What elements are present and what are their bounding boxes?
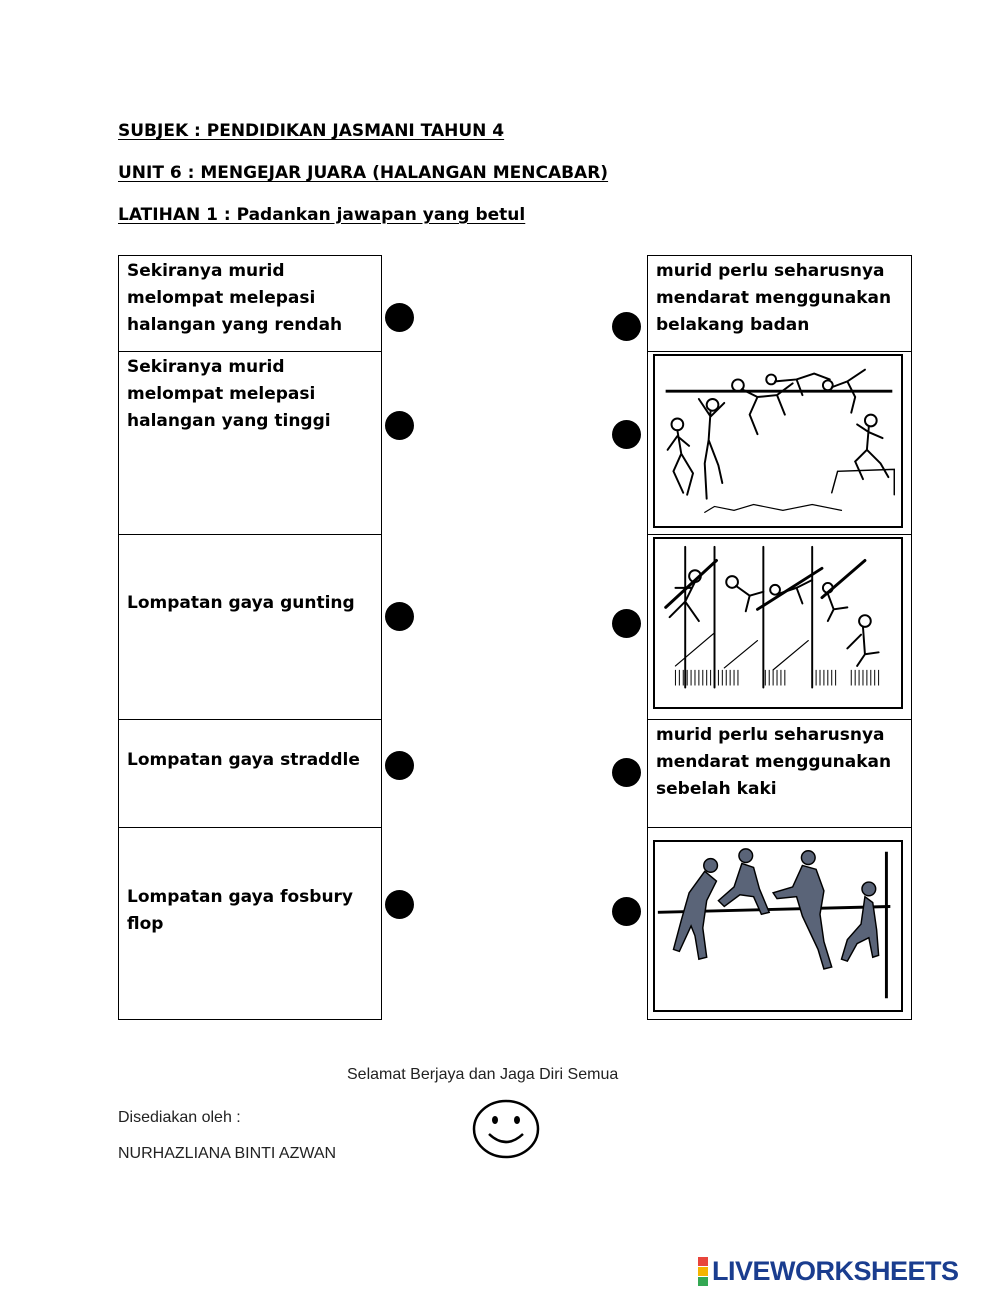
author-name: NURHAZLIANA BINTI AZWAN (118, 1145, 337, 1162)
right-match-dot-4[interactable] (612, 758, 641, 787)
prepared-by-label: Disediakan oleh : (118, 1109, 241, 1126)
left-item-4-text: Lompatan gaya straddle (127, 750, 360, 770)
logo-blocks-icon (698, 1257, 708, 1286)
straddle-jump-sequence-illustration (653, 537, 903, 709)
left-item-5 (118, 827, 382, 1020)
left-match-dot-1[interactable] (385, 303, 414, 332)
fosbury-illustration-svg (655, 356, 901, 526)
closing-message: Selamat Berjaya dan Jaga Diri Semua (347, 1066, 619, 1083)
right-item-4-text: murid perlu seharusnya mendarat menggunakan sebelah kaki (656, 725, 892, 799)
left-item-4 (118, 719, 382, 828)
left-item-1 (118, 255, 382, 352)
left-item-2-text: Sekiranya murid melompat melepasi halangan yang tinggi (127, 357, 331, 431)
left-match-dot-4[interactable] (385, 751, 414, 780)
scissors-illustration-svg (655, 842, 901, 1010)
left-match-dot-5[interactable] (385, 890, 414, 919)
liveworksheets-logo (698, 1256, 959, 1286)
left-item-5-text: Lompatan gaya fosbury flop (127, 887, 354, 934)
right-match-dot-5[interactable] (612, 897, 641, 926)
logo-text: LIVEWORKSHEETS (712, 1255, 959, 1286)
left-item-1-text: Sekiranya murid melompat melepasi halangan yang rendah (127, 261, 343, 335)
left-item-3 (118, 534, 382, 720)
left-item-3-text: Lompatan gaya gunting (127, 593, 355, 613)
right-match-dot-3[interactable] (612, 609, 641, 638)
exercise-heading: LATIHAN 1 : Padankan jawapan yang betul (118, 205, 526, 225)
right-item-1-text: murid perlu seharusnya mendarat menggunakan belakang badan (656, 261, 892, 335)
right-item-1 (647, 255, 912, 352)
left-match-dot-3[interactable] (385, 602, 414, 631)
scissors-jump-sequence-illustration (653, 840, 903, 1012)
left-match-dot-2[interactable] (385, 411, 414, 440)
right-item-4 (647, 719, 912, 828)
right-match-dot-1[interactable] (612, 312, 641, 341)
straddle-illustration-svg (655, 539, 901, 707)
left-item-2 (118, 351, 382, 535)
smiley-face-icon (471, 1098, 541, 1160)
fosbury-flop-sequence-illustration (653, 354, 903, 528)
subject-heading: SUBJEK : PENDIDIKAN JASMANI TAHUN 4 (118, 121, 505, 141)
right-match-dot-2[interactable] (612, 420, 641, 449)
unit-heading: UNIT 6 : MENGEJAR JUARA (HALANGAN MENCABAR) (118, 163, 609, 183)
